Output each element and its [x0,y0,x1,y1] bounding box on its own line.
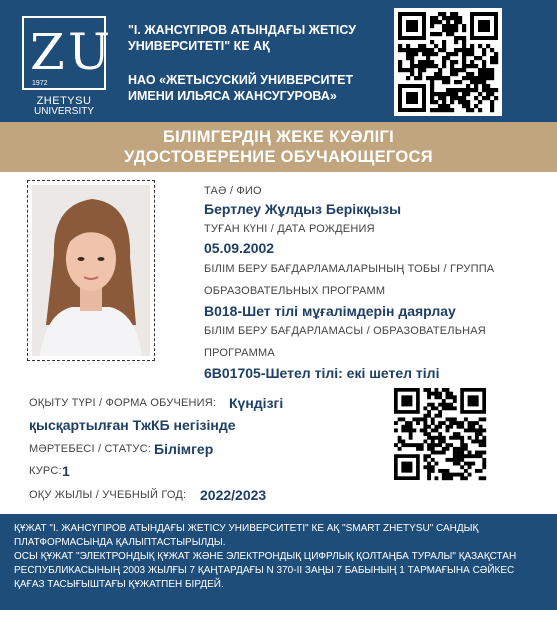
legal-notice-line1: ҚҰЖАТ "І. ЖАНСҮГІРОВ АТЫНДАҒЫ ЖЕТІСУ УНИВЕРСИТЕТІ" КЕ АҚ "SMART ZHETYSU" САНДЫҚ [14,523,479,534]
study-form-label: ОҚЫТУ ТҮРІ / ФОРМА ОБУЧЕНИЯ: [29,397,217,409]
program-label-line2: ПРОГРАММА [204,347,275,359]
photo-frame [27,180,155,361]
legal-notice-line4: РЕСПУБЛИКАСЫНЫҢ 2003 ЖЫЛҒЫ 7 ҚАҢТАРДАҒЫ N 370-II ЗАҢЫ 7 БАБЫНЫҢ 1 ТАРМАҒЫНА СӘЙКЕС [14,565,515,576]
logo-year: 1972 [32,80,48,87]
org-name-kz: "І. ЖАНСҮГІРОВ АТЫНДАҒЫ ЖЕТІСУ УНИВЕРСИТЕТІ" КЕ АҚ [128,23,357,53]
logo-frame [22,16,111,90]
study-form-value-line2: қысқартылған ТжКБ негізінде [29,417,236,433]
title-kz: БІЛІМГЕРДІҢ ЖЕКЕ КУӘЛІГІ [162,128,395,146]
study-form-value-line1: Күндізгі [229,395,284,411]
academic-year-value: 2022/2023 [200,487,267,503]
university-logo [22,16,111,120]
student-photo [32,185,150,356]
status-label: МӘРТЕБЕСІ / СТАТУС: [29,443,151,455]
logo-name-line1: ZHETYSU [36,95,92,107]
legal-notice-line2: ПЛАТФОРМАСЫНДА ҚАЛЫПТАСТЫРЫЛДЫ. [14,537,226,548]
course-label: КУРС: [29,465,62,477]
course-value: 1 [62,463,70,479]
group-value: В018-Шет тілі мұғалімдерін даярлау [204,303,456,319]
logo-letter-u: U [68,23,111,81]
logo-letter-z: Z [30,23,65,81]
name-label: ТАӘ / ФИО [204,185,262,197]
logo-name-line2: UNIVERSITY [33,106,94,117]
title-ru: УДОСТОВЕРЕНИЕ ОБУЧАЮЩЕГОСЯ [124,148,433,166]
legal-notice-line3: ОСЫ ҚҰЖАТ "ЭЛЕКТРОНДЫҚ ҚҰЖАТ ЖӘНЕ ЭЛЕКТРОНДЫҚ ЦИФРЛЫҚ ҚОЛТАҢБА ТУРАЛЫ" ҚАЗАҚСТАН [14,551,517,562]
program-value: 6В01705-Шетел тілі: екі шетел тілі [204,365,440,381]
legal-notice-line5: ҚАҒАЗ ТАСЫҒЫШТАҒЫ ҚҰЖАТПЕН БІРДЕЙ. [14,579,224,590]
dob-label: ТУҒАН КҮНІ / ДАТА РОЖДЕНИЯ [204,223,375,235]
qr-code-icon [394,8,502,116]
legal-notice [0,514,557,610]
card-header [0,0,557,122]
org-name-ru: НАО «ЖЕТЫСУСКИЙ УНИВЕРСИТЕТ ИМЕНИ ИЛЬЯСА ЖАНСУГУРОВА» [128,73,354,103]
name-value: Бертлеу Жұлдыз Берікқызы [204,201,402,217]
qr-code-icon [390,384,490,484]
program-label-line1: БІЛІМ БЕРУ БАҒДАРЛАМАСЫ / ОБРАЗОВАТЕЛЬНАЯ [204,325,486,337]
academic-year-label: ОҚУ ЖЫЛЫ / УЧЕБНЫЙ ГОД: [29,489,187,501]
status-value: Білімгер [154,441,214,457]
group-label-line2: ОБРАЗОВАТЕЛЬНЫХ ПРОГРАММ [204,285,386,297]
group-label-line1: БІЛІМ БЕРУ БАҒДАРЛАМАЛАРЫНЫҢ ТОБЫ / ГРУППА [204,263,495,275]
dob-value: 05.09.2002 [204,240,275,256]
title-band [0,122,557,172]
